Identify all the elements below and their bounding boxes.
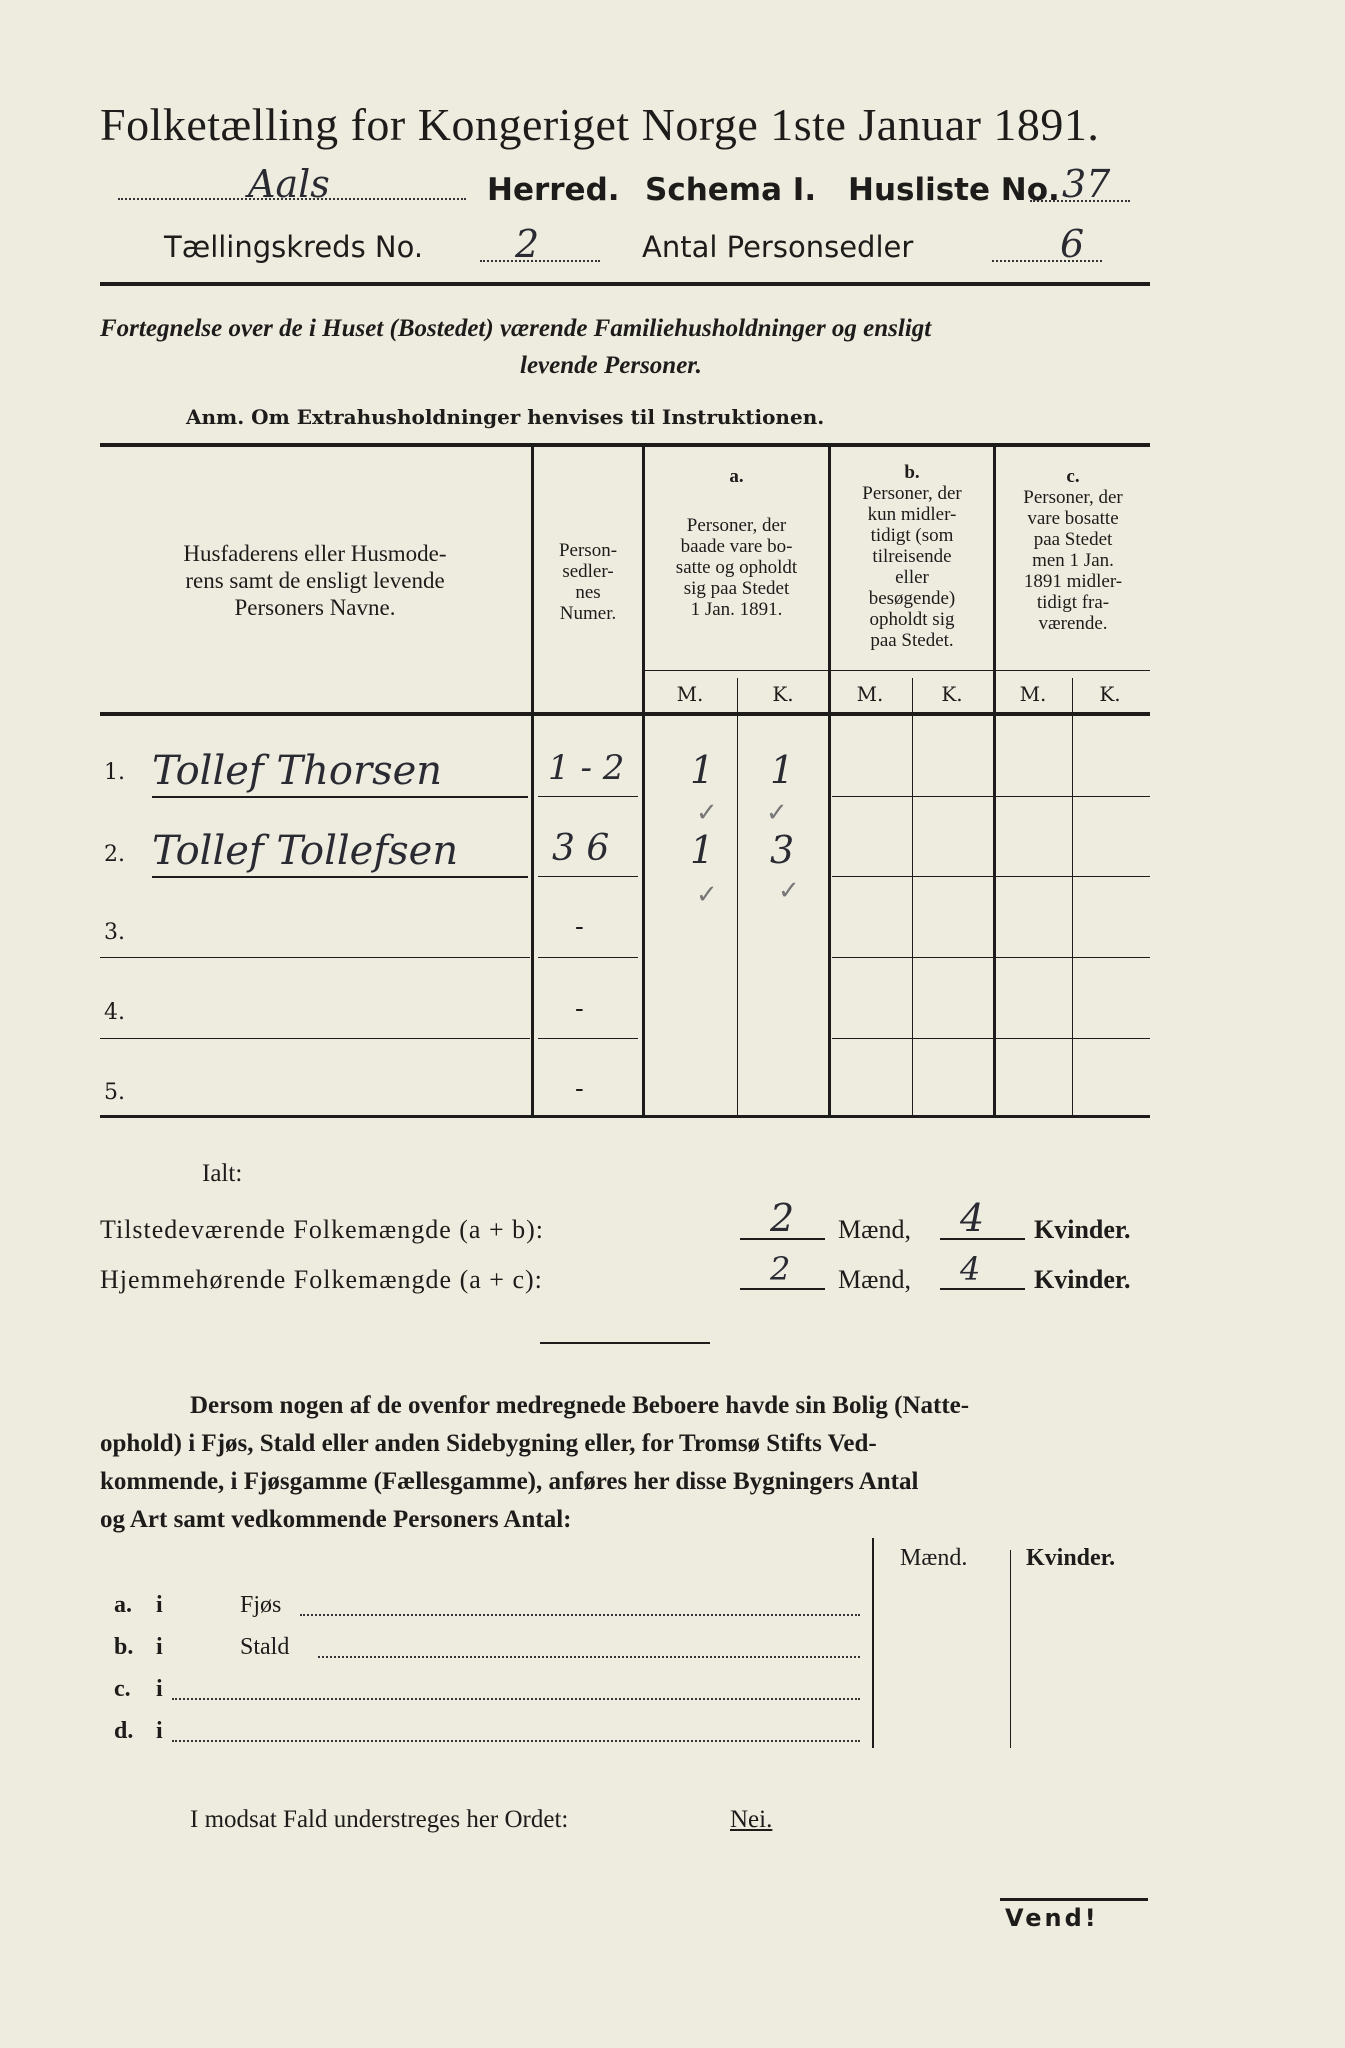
- hjemme-kvinder-label: Kvinder.: [1034, 1265, 1131, 1294]
- vend-rule: [1000, 1898, 1148, 1901]
- row-3-bc-line: [832, 957, 1150, 958]
- tilstede-label: Tilstedeværende Folkemængde (a + b):: [100, 1215, 544, 1244]
- col-b-mk-divider: [912, 678, 913, 1115]
- bolig-b-label: Stald: [240, 1634, 290, 1660]
- husliste-value: 37: [1062, 162, 1111, 206]
- personsedler-blank: [992, 230, 1102, 262]
- row-2-a-k-checkmark-icon: ✓: [778, 876, 800, 906]
- col-head-b-line: eller: [895, 567, 929, 588]
- bolig-col-kvinder: Kvinder.: [1026, 1545, 1116, 1571]
- col-head-a: [645, 515, 828, 620]
- bolig-c-letter: c.: [114, 1676, 131, 1702]
- hjemme-m-line: [740, 1288, 825, 1290]
- vend-label: Vend!: [1005, 1904, 1099, 1932]
- col-head-b-line: tidigt (som: [870, 525, 954, 546]
- row-2-number: 2.: [104, 842, 125, 867]
- row-2-name: Tollef Tollefsen: [152, 828, 459, 874]
- bolig-line-1: Dersom nogen af de ovenfor medregnede Beboere havde sin Bolig (Natte-: [190, 1392, 970, 1419]
- row-1-number: 1.: [104, 760, 125, 785]
- col-head-b-line: besøgende): [868, 588, 956, 609]
- kreds-value: 2: [515, 222, 540, 266]
- row-1-a-m-checkmark-icon: ✓: [696, 798, 718, 828]
- row-2-a-m: 1: [690, 828, 715, 872]
- col-head-a-line: baade vare bo-: [680, 536, 793, 557]
- bolig-b-letter: b.: [114, 1634, 134, 1660]
- bolig-d-i: i: [156, 1718, 163, 1744]
- mk-subheader-rule: [645, 670, 1150, 671]
- col-head-name-line: rens samt de ensligt levende: [185, 568, 445, 593]
- col-a-m-label: M.: [676, 682, 704, 706]
- row-3-line: [100, 957, 530, 958]
- col-head-b-line: opholdt sig: [869, 609, 955, 630]
- row-4-numer: -: [575, 994, 584, 1024]
- col-a-letter: a.: [729, 466, 744, 487]
- col-head-a-line: satte og opholdt: [675, 557, 798, 578]
- col-head-c-line: tidigt fra-: [1036, 592, 1110, 613]
- col-a-mk-divider: [737, 678, 738, 1115]
- hjemme-k-line: [940, 1288, 1025, 1290]
- bolig-a-label: Fjøs: [240, 1592, 282, 1618]
- row-3-numer-line: [538, 957, 638, 958]
- col-head-c-line: men 1 Jan.: [1032, 550, 1114, 571]
- modsat-text: I modsat Fald understreges her Ordet:: [190, 1806, 569, 1833]
- row-4-line: [100, 1038, 530, 1039]
- row-2-name-line: [152, 876, 528, 878]
- bolig-line-2: ophold) i Fjøs, Stald eller anden Sidebygning eller, for Tromsø Stifts Ved-: [100, 1430, 877, 1457]
- col-head-b-line: kun midler-: [867, 504, 957, 525]
- col-head-name-line: Personers Navne.: [234, 595, 396, 620]
- bolig-a-dots: [300, 1600, 860, 1616]
- col-c-mk-divider: [1072, 678, 1073, 1115]
- row-1-name-line: [152, 796, 528, 798]
- row-5-number: 5.: [104, 1080, 125, 1105]
- col-b-letter: b.: [904, 462, 920, 483]
- personsedler-value: 6: [1060, 222, 1085, 266]
- col-head-c-line: værende.: [1038, 613, 1108, 634]
- hjemme-label: Hjemmehørende Folkemængde (a + c):: [100, 1265, 543, 1294]
- row-1-a-m: 1: [690, 748, 715, 792]
- table-bottom-rule: [100, 1115, 1150, 1118]
- tilstede-m-value: 2: [770, 1196, 795, 1240]
- kreds-blank: [480, 230, 600, 262]
- col-c-k-label: K.: [1099, 682, 1121, 706]
- section-separator: [540, 1342, 710, 1344]
- intro-line-1: Fortegnelse over de i Huset (Bostedet) værende Familiehusholdninger og ensligt: [100, 315, 932, 342]
- col-head-numer-line: sedler-: [562, 561, 614, 582]
- col-head-a-line: 1 Jan. 1891.: [690, 599, 783, 620]
- row-2-numer: 3 6: [552, 828, 610, 869]
- col-head-numer-line: Person-: [558, 540, 618, 561]
- row-3-number: 3.: [104, 920, 125, 945]
- col-head-c: [996, 466, 1150, 634]
- col-head-b-line: Personer, der: [862, 483, 962, 504]
- col-head-b-line: paa Stedet.: [870, 630, 954, 651]
- tilstede-k-value: 4: [960, 1196, 985, 1240]
- col-head-b-line: tilreisende: [872, 546, 952, 567]
- row-2-a-m-checkmark-icon: ✓: [696, 880, 718, 910]
- intro-line-2: levende Personer.: [520, 352, 702, 379]
- schema-label: Schema I.: [645, 172, 817, 208]
- bolig-divider-2: [1010, 1550, 1011, 1748]
- bolig-divider-1: [872, 1538, 874, 1748]
- header-rule: [100, 282, 1150, 286]
- hjemme-m-value: 2: [770, 1250, 791, 1288]
- col-b-m-label: M.: [856, 682, 884, 706]
- col-head-numer-line: Numer.: [559, 603, 617, 624]
- col-head-c-line: vare bosatte: [1027, 508, 1119, 529]
- col-head-name: [110, 540, 520, 621]
- hjemme-maend-label: Mænd,: [838, 1265, 911, 1294]
- bolig-d-dots: [172, 1726, 860, 1742]
- col-c-letter: c.: [1066, 466, 1080, 487]
- row-2-numer-line: [538, 876, 638, 877]
- bolig-a-i: i: [156, 1592, 163, 1618]
- row-1-a-k: 1: [770, 748, 795, 792]
- row-1-bc-line: [832, 796, 1150, 797]
- personsedler-label: Antal Personsedler: [642, 230, 914, 264]
- col-head-b: [831, 462, 993, 651]
- bolig-c-dots: [172, 1684, 860, 1700]
- row-1-numer: 1 - 2: [548, 748, 625, 788]
- col-head-name-line: Husfaderens eller Husmode-: [183, 541, 447, 566]
- bolig-c-i: i: [156, 1676, 163, 1702]
- row-1-name: Tollef Thorsen: [152, 748, 443, 794]
- herred-value: Aals: [248, 162, 330, 206]
- modsat-word: Nei.: [730, 1806, 773, 1833]
- row-4-number: 4.: [104, 1000, 125, 1025]
- bolig-a-letter: a.: [114, 1592, 132, 1618]
- ialt-label: Ialt:: [202, 1160, 243, 1187]
- bolig-b-dots: [318, 1642, 860, 1658]
- col-head-numer: [534, 540, 642, 624]
- bolig-col-maend: Mænd.: [900, 1545, 968, 1571]
- col-head-a-line: Personer, der: [686, 515, 787, 536]
- bolig-d-letter: d.: [114, 1718, 134, 1744]
- husliste-label: Husliste No.: [848, 172, 1060, 208]
- col-b-k-label: K.: [941, 682, 963, 706]
- row-1-a-k-checkmark-icon: ✓: [766, 798, 788, 828]
- col-head-numer-line: nes: [575, 582, 601, 603]
- anm-note: Anm. Om Extrahusholdninger henvises til Instruktionen.: [186, 405, 825, 429]
- hjemme-k-value: 4: [960, 1250, 981, 1288]
- row-3-numer: -: [575, 912, 584, 942]
- herred-label: Herred.: [487, 172, 620, 208]
- bolig-line-3: kommende, i Fjøsgamme (Fællesgamme), anføres her disse Bygningers Antal: [100, 1468, 919, 1495]
- bolig-line-4: og Art samt vedkommende Personers Antal:: [100, 1506, 572, 1533]
- row-1-numer-line: [538, 796, 638, 797]
- col-head-c-line: Personer, der: [1023, 487, 1123, 508]
- bolig-b-i: i: [156, 1634, 163, 1660]
- row-4-numer-line: [538, 1038, 638, 1039]
- tilstede-maend-label: Mænd,: [838, 1215, 911, 1244]
- form-title: Folketælling for Kongeriget Norge 1ste Januar 1891.: [100, 99, 1100, 150]
- tilstede-kvinder-label: Kvinder.: [1034, 1215, 1131, 1244]
- row-2-a-k: 3: [770, 828, 795, 872]
- col-head-c-line: 1891 midler-: [1023, 571, 1123, 592]
- col-head-a-line: sig paa Stedet: [683, 578, 790, 599]
- kreds-label: Tællingskreds No.: [164, 230, 424, 264]
- col-a-k-label: K.: [772, 682, 794, 706]
- col-c-m-label: M.: [1019, 682, 1047, 706]
- row-4-bc-line: [832, 1038, 1150, 1039]
- row-5-numer: -: [575, 1074, 584, 1104]
- row-2-bc-line: [832, 876, 1150, 877]
- col-head-c-line: paa Stedet: [1033, 529, 1113, 550]
